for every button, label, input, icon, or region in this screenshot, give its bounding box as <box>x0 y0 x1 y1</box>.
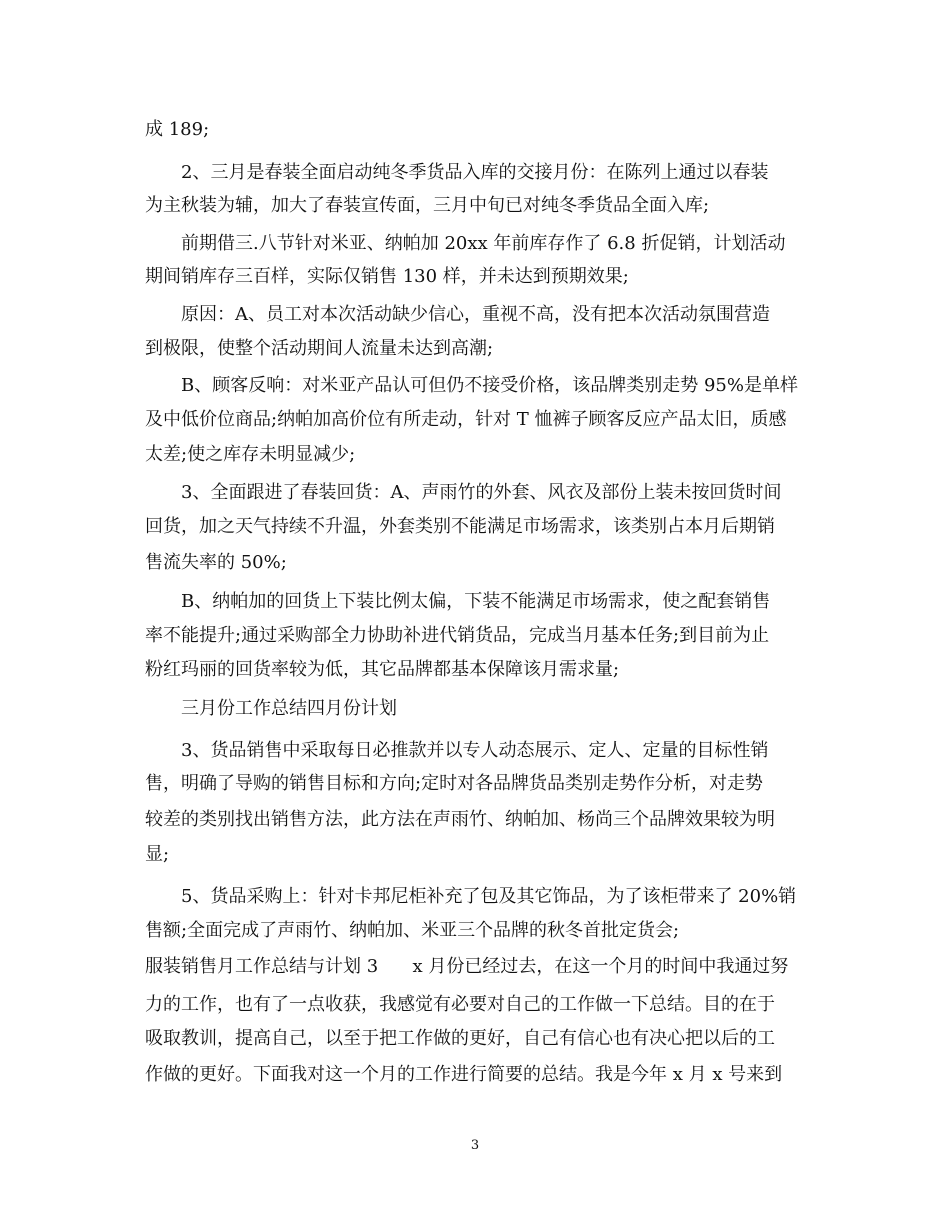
text-line: 显; <box>145 844 170 865</box>
section-heading: 三月份工作总结四月份计划 <box>181 698 397 719</box>
text-line: 售，明确了导购的销售目标和方向;定时对各品牌货品类别走势作分析，对走势 <box>145 773 764 794</box>
text-line: 3、货品销售中采取每日必推款并以专人动态展示、定人、定量的目标性销 <box>181 740 769 761</box>
page-number: 3 <box>470 1138 480 1153</box>
text-line: 期间销库存三百样，实际仅销售 130 样，并未达到预期效果; <box>145 266 629 287</box>
text-line: 前期借三.八节针对米亚、纳帕加 20xx 年前库存作了 6.8 折促销，计划活动 <box>181 233 786 254</box>
text-line: 成 189; <box>145 119 210 140</box>
text-line: 到极限，使整个活动期间人流量未达到高潮; <box>145 338 494 359</box>
text-line: B、纳帕加的回货上下装比例太偏，下装不能满足市场需求，使之配套销售 <box>181 591 771 612</box>
text-line: 较差的类别找出销售方法，此方法在声雨竹、纳帕加、杨尚三个品牌效果较为明 <box>145 809 775 830</box>
text-line: 2、三月是春装全面启动纯冬季货品入库的交接月份：在陈列上通过以春装 <box>181 162 769 183</box>
text-line: 太差;使之库存未明显减少; <box>145 444 356 465</box>
text-line: 及中低价位商品;纳帕加高价位有所走动，针对 T 恤裤子顾客反应产品太旧，质感 <box>145 409 787 430</box>
text-line: 吸取教训，提高自己，以至于把工作做的更好，自己有信心也有决心把以后的工 <box>145 1028 775 1049</box>
text-line: 作做的更好。下面我对这一个月的工作进行简要的总结。我是今年 x 月 x 号来到 <box>145 1064 783 1085</box>
text-line: B、顾客反响：对米亚产品认可但仍不接受价格，该品牌类别走势 95%是单样 <box>181 375 798 396</box>
text-line: 回货，加之天气持续不升温，外套类别不能满足市场需求，该类别占本月后期销 <box>145 516 775 537</box>
text-line: 力的工作，也有了一点收获，我感觉有必要对自己的工作做一下总结。目的在于 <box>145 994 775 1015</box>
text-line: 服装销售月工作总结与计划 3 x 月份已经过去，在这一个月的时间中我通过努 <box>145 956 789 977</box>
text-line: 售额;全面完成了声雨竹、纳帕加、米亚三个品牌的秋冬首批定货会; <box>145 920 680 941</box>
text-line: 售流失率的 50%; <box>145 552 287 573</box>
text-line: 3、全面跟进了春装回货：A、声雨竹的外套、风衣及部份上装未按回货时间 <box>181 482 782 503</box>
text-line: 为主秋装为辅，加大了春装宣传面，三月中旬已对纯冬季货品全面入库; <box>145 195 710 216</box>
text-line: 率不能提升;通过采购部全力协助补进代销货品，完成当月基本任务;到目前为止 <box>145 625 770 646</box>
text-line: 粉红玛丽的回货率较为低，其它品牌都基本保障该月需求量; <box>145 659 620 680</box>
text-line: 5、货品采购上：针对卡邦尼柜补充了包及其它饰品，为了该柜带来了 20%销 <box>181 886 797 907</box>
text-line: 原因：A、员工对本次活动缺少信心，重视不高，没有把本次活动氛围营造 <box>181 304 770 325</box>
